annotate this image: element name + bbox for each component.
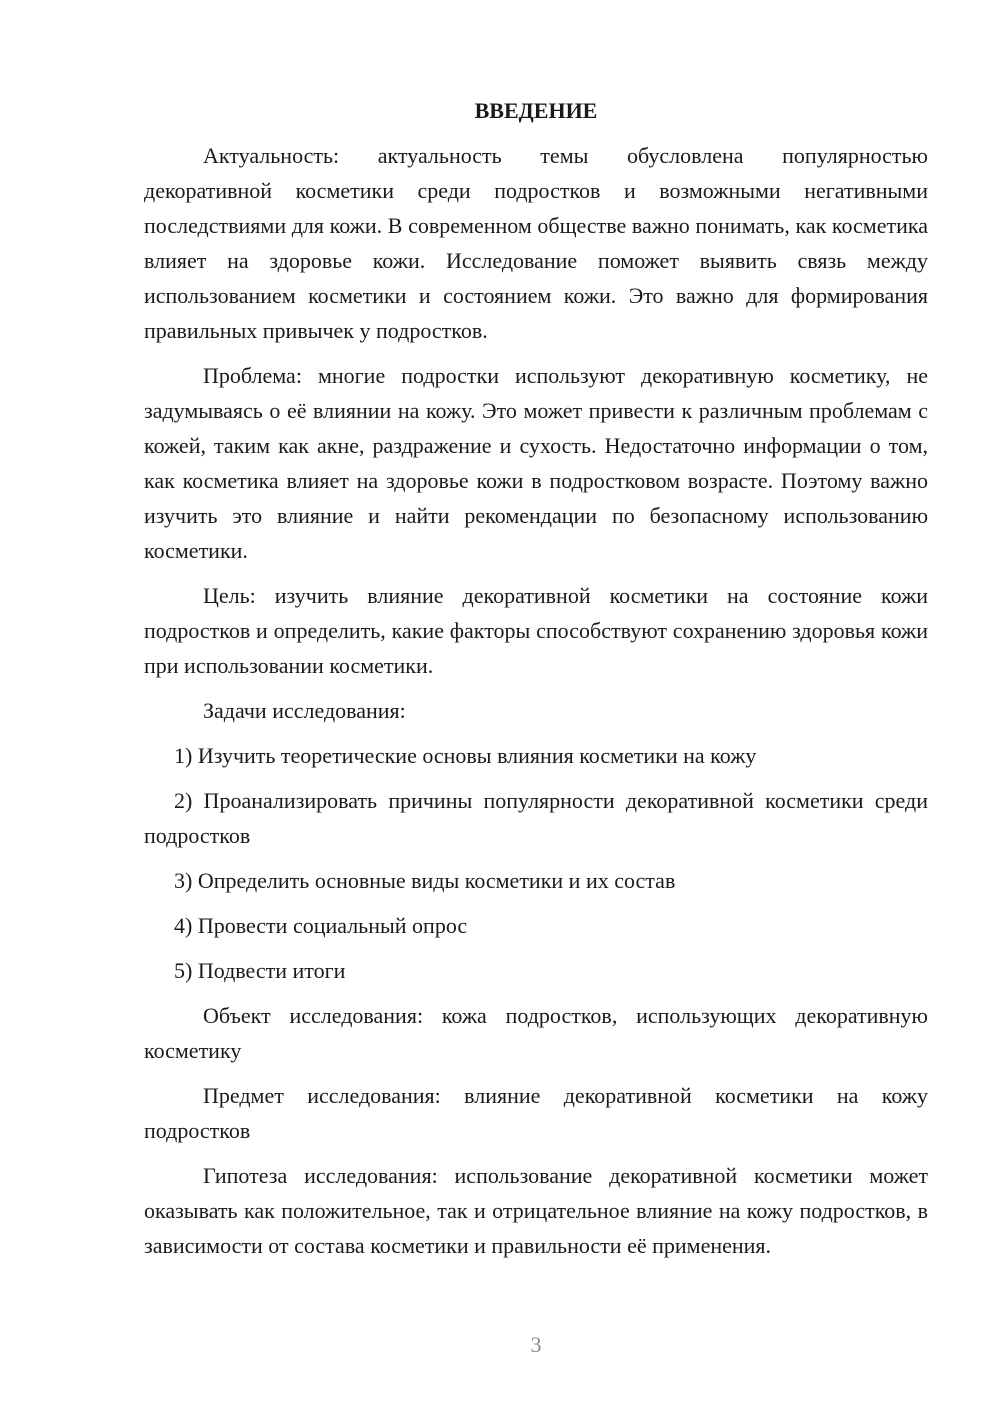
task-item-2: 2) Проанализировать причины популярности декоративной косметики среди подростков	[144, 788, 928, 848]
page-number: 3	[530, 1332, 542, 1357]
task-item-1: 1) Изучить теоретические основы влияния косметики на кожу	[174, 743, 757, 768]
task-item-3: 3) Определить основные виды косметики и их состав	[174, 868, 676, 893]
task-item-5: 5) Подвести итоги	[174, 958, 346, 983]
task-item-4: 4) Провести социальный опрос	[174, 913, 468, 938]
section-heading: ВВЕДЕНИЕ	[474, 98, 598, 123]
hypothesis-paragraph: Гипотеза исследования: использование декоративной косметики может оказывать как положительное, так и отрицательное влияние на кожу подростков, в зависимости от состава косметики и правильности её применения.	[144, 1163, 928, 1258]
goal-paragraph: Цель: изучить влияние декоративной косметики на состояние кожи подростков и определить, какие факторы способствуют сохранению здоровья кожи при использовании косметики.	[144, 583, 928, 678]
subject-paragraph: Предмет исследования: влияние декоративной косметики на кожу подростков	[144, 1083, 928, 1143]
problem-paragraph: Проблема: многие подростки используют декоративную косметику, не задумываясь о её влиянии на кожу. Это может привести к различным проблемам с кожей, таким как акне, раздражение и сухость. Недостаточно информации о том, как косметика влияет на здоровье кожи в подростковом возрасте. Поэтому важно изучить это влияние и найти рекомендации по безопасному использованию косметики.	[144, 363, 928, 563]
page-content	[144, 96, 928, 1273]
object-paragraph: Объект исследования: кожа подростков, использующих декоративную косметику	[144, 1003, 928, 1063]
relevance-paragraph: Актуальность: актуальность темы обусловлена популярностью декоративной косметики среди подростков и возможными негативными последствиями для кожи. В современном обществе важно понимать, как косметика влияет на здоровье кожи. Исследование поможет выявить связь между использованием косметики и состоянием кожи. Это важно для формирования правильных привычек у подростков.	[144, 143, 928, 343]
tasks-intro: Задачи исследования:	[203, 698, 406, 723]
